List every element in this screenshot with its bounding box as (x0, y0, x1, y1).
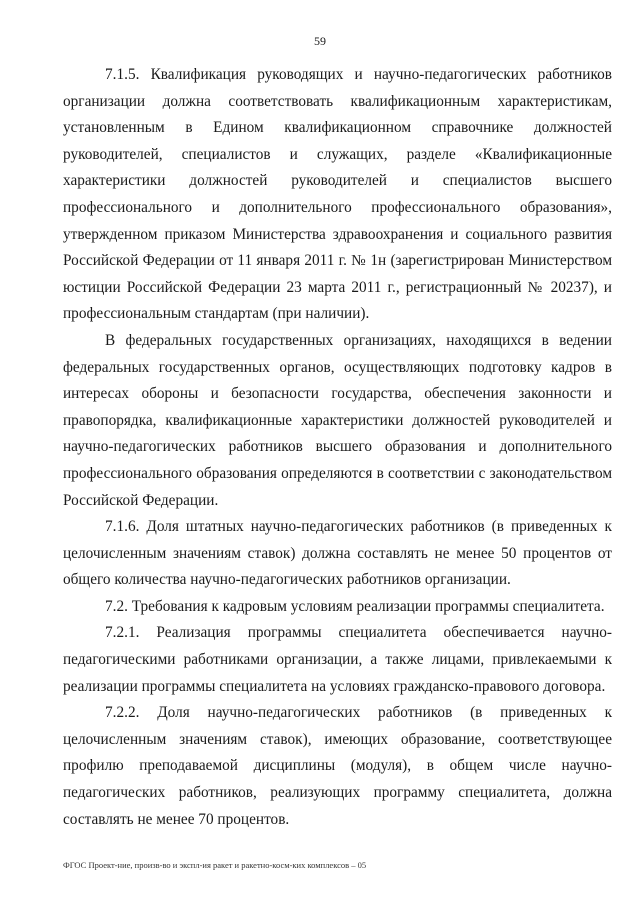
page-number: 59 (314, 34, 326, 48)
paragraph-7-1-5: 7.1.5. Квалификация руководящих и научно-педагогических работников организации должна соответствовать квалификационным характеристикам, установленным в Едином квалификационном справочнике должностей руководителей, специалистов и служащих, разделе «Квалификационные характеристики должностей руководителей и специалистов высшего профессионального и дополнительного профессионального образования», утвержденном приказом Министерства здравоохранения и социального развития Российской Федерации от 11 января 2011 г. № 1н (зарегистрирован Министерством юстиции Российской Федерации 23 марта 2011 г., регистрационный № 20237), и профессиональным стандартам (при наличии). (63, 66, 612, 323)
paragraph-7-2-1: 7.2.1. Реализация программы специалитета обеспечивается научно-педагогическими работниками организации, а также лицами, привлекаемыми к реализации программы специалитета на условиях гражданско-правового договора. (63, 624, 612, 695)
document-body (63, 62, 612, 833)
paragraph-federal-organizations: В федеральных государственных организациях, находящихся в ведении федеральных государственных органов, осуществляющих подготовку кадров в интересах обороны и безопасности государства, обеспечения законности и правопорядка, квалификационные характеристики должностей руководителей и научно-педагогических работников высшего образования и дополнительного профессионального образования определяются в соответствии с законодательством Российской Федерации. (63, 331, 612, 509)
paragraph-7-1-6: 7.1.6. Доля штатных научно-педагогических работников (в приведенных к целочисленным значениям ставок) должна составлять не менее 50 процентов от общего количества научно-педагогических работников организации. (63, 518, 612, 589)
paragraph-7-2-2: 7.2.2. Доля научно-педагогических работников (в приведенных к целочисленным значениям ставок), имеющих образование, соответствующее профилю преподаваемой дисциплины (модуля), в общем числе научно-педагогических работников, реализующих программу специалитета, должна составлять не менее 70 процентов. (63, 704, 612, 828)
page-footer: ФГОС Проект-ние, произв-во и экспл-ия ракет и ракетно-косм-ких комплексов – 05 (63, 860, 367, 870)
paragraph-7-2: 7.2. Требования к кадровым условиям реализации программы специалитета. (105, 597, 605, 615)
